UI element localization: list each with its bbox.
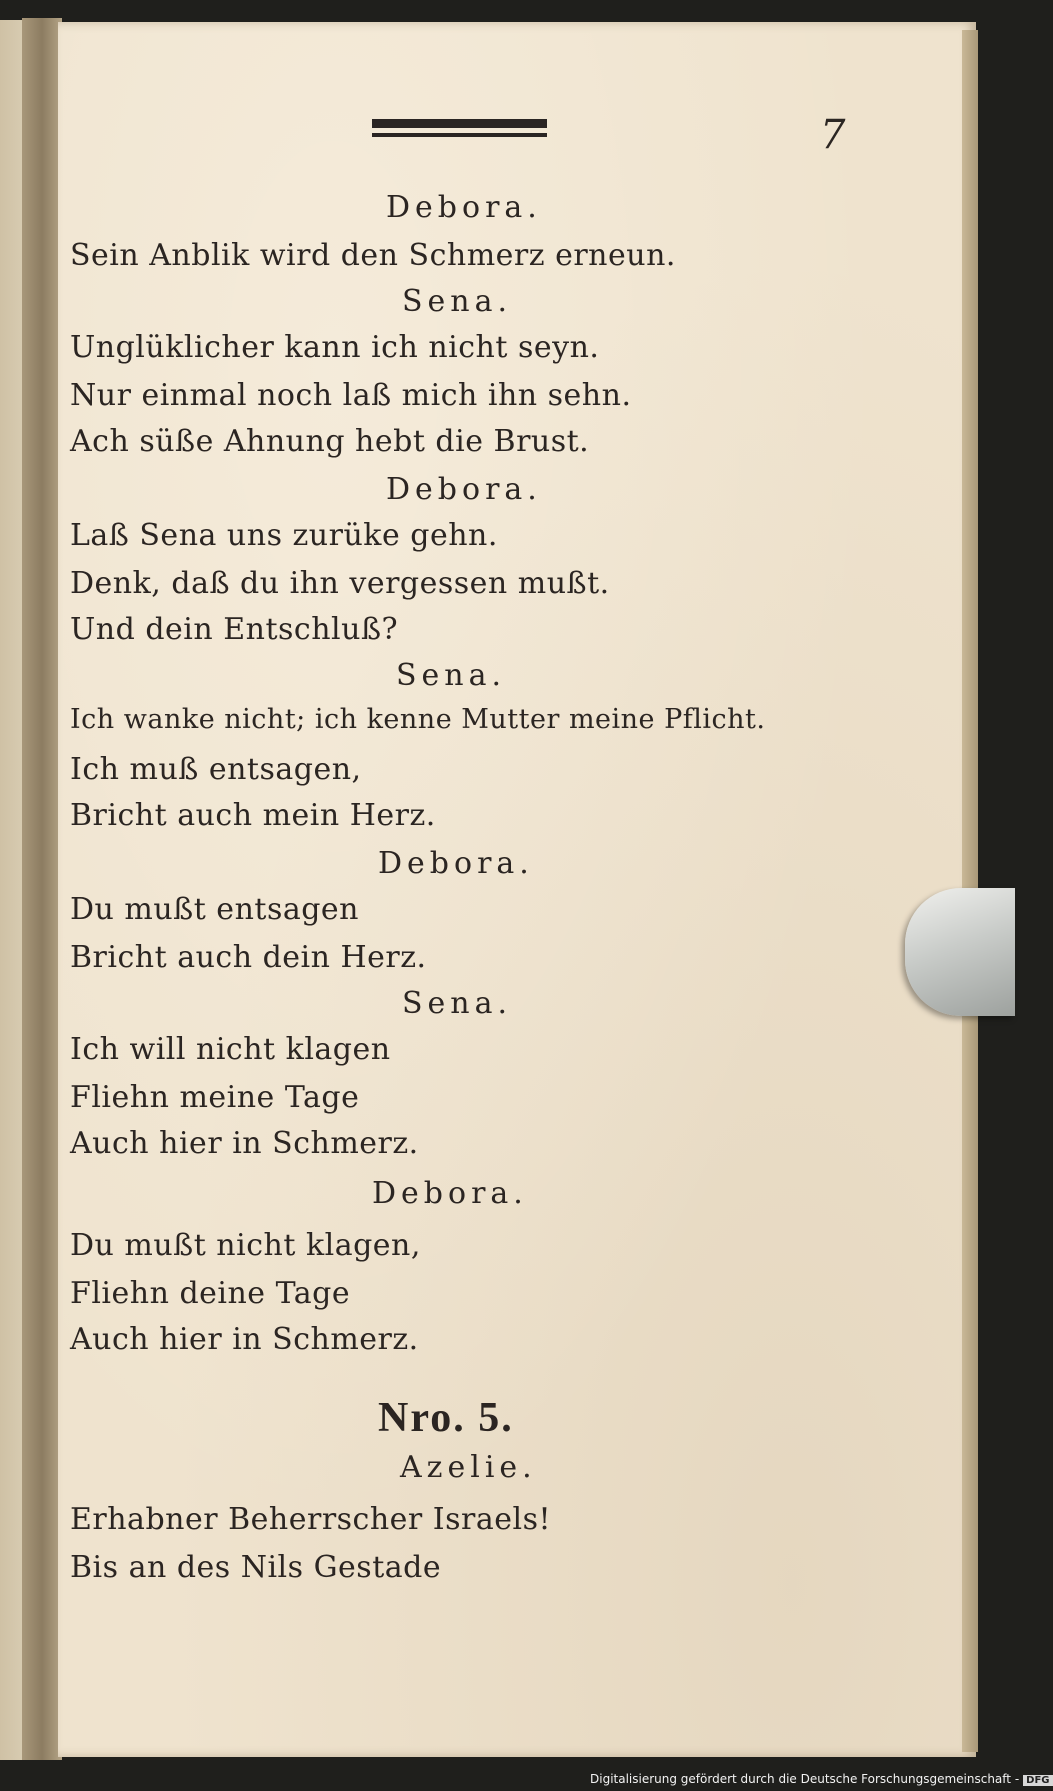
- page-clip: [905, 888, 1015, 1016]
- speaker-label: Debora.: [386, 190, 542, 225]
- verse-line: Nur einmal noch laß mich ihn sehn.: [70, 378, 632, 413]
- header-rule-thick: [372, 119, 547, 128]
- section-heading: Nro. 5.: [378, 1395, 514, 1441]
- dfg-logo: DFG: [1023, 1775, 1052, 1786]
- verse-line: Du mußt nicht klagen,: [70, 1228, 421, 1263]
- verse-line: Sein Anblik wird den Schmerz erneun.: [70, 238, 676, 273]
- verse-line: Auch hier in Schmerz.: [70, 1322, 419, 1357]
- verse-line: Fliehn deine Tage: [70, 1276, 351, 1311]
- verse-line: Bis an des Nils Gestade: [70, 1550, 442, 1585]
- verse-line: Ich muß entsagen,: [70, 752, 362, 787]
- speaker-label: Sena.: [402, 284, 513, 319]
- verse-line: Ich will nicht klagen: [70, 1032, 391, 1067]
- book-gutter: [22, 18, 62, 1760]
- speaker-label: Debora.: [378, 846, 534, 881]
- speaker-label: Sena.: [396, 658, 507, 693]
- digitization-credit: [590, 1772, 1053, 1786]
- verse-line: Laß Sena uns zurüke gehn.: [70, 518, 498, 553]
- verse-line: Auch hier in Schmerz.: [70, 1126, 419, 1161]
- verse-line: Fliehn meine Tage: [70, 1080, 360, 1115]
- verse-line: Unglüklicher kann ich nicht seyn.: [70, 330, 600, 365]
- speaker-label: Sena.: [402, 986, 513, 1021]
- verse-line: Ich wanke nicht; ich kenne Mutter meine Pflicht.: [70, 704, 766, 735]
- speaker-label: Debora.: [386, 472, 542, 507]
- verse-line: Ach süße Ahnung hebt die Brust.: [70, 424, 590, 459]
- verse-line: Erhabner Beherrscher Israels!: [70, 1502, 552, 1537]
- verse-line: Bricht auch mein Herz.: [70, 798, 436, 833]
- verse-line: Du mußt entsagen: [70, 892, 360, 927]
- verse-line: Bricht auch dein Herz.: [70, 940, 427, 975]
- speaker-label: Debora.: [372, 1176, 528, 1211]
- page-number: 7: [820, 112, 846, 158]
- verse-line: Denk, daß du ihn vergessen mußt.: [70, 566, 610, 601]
- header-rule-thin: [372, 133, 547, 137]
- speaker-label: Azelie.: [400, 1450, 537, 1485]
- credit-text: Digitalisierung gefördert durch die Deutsche Forschungsgemeinschaft -: [590, 1772, 1020, 1786]
- page-sheet: [58, 22, 976, 1757]
- verse-line: Und dein Entschluß?: [70, 612, 399, 647]
